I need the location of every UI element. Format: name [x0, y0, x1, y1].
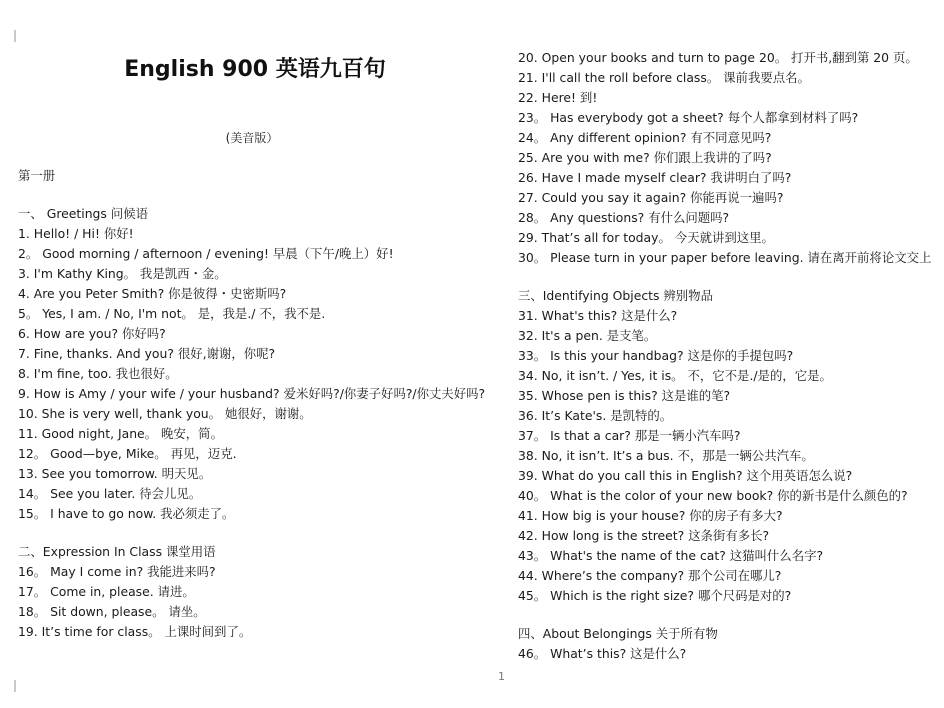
page-number: 1: [498, 670, 505, 683]
document-title: English 900 英语九百句: [124, 57, 386, 82]
sentence-18: 18。 Sit down, please。 请坐。: [18, 604, 206, 619]
sentence-4: 4. Are you Peter Smith? 你是彼得・史密斯吗?: [18, 286, 287, 301]
left-column: [18, 166, 490, 642]
sentence-21: 21. I'll call the roll before class。 课前我要点名。: [518, 70, 810, 85]
sentence-43: 43。 What's the name of the cat? 这猫叫什么名字?: [518, 548, 824, 563]
section-heading-about-belongings: 四、About Belongings 关于所有物: [518, 626, 718, 641]
sentence-23: 23。 Has everybody got a sheet? 每个人都拿到材料了吗?: [518, 110, 859, 125]
section-heading-identifying-objects: 三、Identifying Objects 辨别物品: [518, 288, 713, 303]
book-label: 第一册: [18, 168, 56, 183]
sentence-30: 30。 Please turn in your paper before leaving. 请在离开前将论文交上: [518, 250, 932, 265]
sentence-32: 32. It's a pen. 是支笔。: [518, 328, 657, 343]
sentence-5: 5。 Yes, I am. / No, I'm not。 是，我是./ 不，我不是.: [18, 306, 326, 321]
sentence-20: 20. Open your books and turn to page 20。 打开书,翻到第 20 页。: [518, 50, 918, 65]
sentence-17: 17。 Come in, please. 请进。: [18, 584, 195, 599]
sentence-12: 12。 Good—bye, Mike。 再见，迈克.: [18, 446, 237, 461]
corner-mark-top-left: [14, 30, 16, 42]
sentence-8: 8. I'm fine, too. 我也很好。: [18, 366, 178, 381]
sentence-44: 44. Where’s the company? 那个公司在哪儿?: [518, 568, 782, 583]
sentence-42: 42. How long is the street? 这条街有多长?: [518, 528, 770, 543]
sentence-29: 29. That’s all for today。 今天就讲到这里。: [518, 230, 774, 245]
sentence-40: 40。 What is the color of your new book? 你的新书是什么颜色的?: [518, 488, 908, 503]
sentence-7: 7. Fine, thanks. And you? 很好,谢谢，你呢?: [18, 346, 276, 361]
section-heading-expression-in-class: 二、Expression In Class 课堂用语: [18, 544, 216, 559]
section-heading-greetings: 一、 Greetings 问候语: [18, 206, 148, 221]
sentence-36: 36. It’s Kate's. 是凯特的。: [518, 408, 673, 423]
sentence-28: 28。 Any questions? 有什么问题吗?: [518, 210, 730, 225]
sentence-35: 35. Whose pen is this? 这是谁的笔?: [518, 388, 731, 403]
sentence-26: 26. Have I made myself clear? 我讲明白了吗?: [518, 170, 792, 185]
sentence-38: 38. No, it isn’t. It’s a bus. 不，那是一辆公共汽车。: [518, 448, 814, 463]
corner-mark-bottom-left: [14, 680, 16, 692]
sentence-16: 16。 May I come in? 我能进来吗?: [18, 564, 216, 579]
sentence-9: 9. How is Amy / your wife / your husband? 爱米好吗?/你妻子好吗?/你丈夫好吗?: [18, 386, 486, 401]
sentence-39: 39. What do you call this in English? 这个用英语怎么说?: [518, 468, 853, 483]
sentence-45: 45。 Which is the right size? 哪个尺码是对的?: [518, 588, 792, 603]
sentence-27: 27. Could you say it again? 你能再说一遍吗?: [518, 190, 784, 205]
sentence-6: 6. How are you? 你好吗?: [18, 326, 166, 341]
sentence-41: 41. How big is your house? 你的房子有多大?: [518, 508, 783, 523]
sentence-22: 22. Here! 到!: [518, 90, 598, 105]
sentence-14: 14。 See you later. 待会儿见。: [18, 486, 202, 501]
sentence-19: 19. It’s time for class。 上课时间到了。: [18, 624, 252, 639]
sentence-11: 11. Good night, Jane。 晚安，简。: [18, 426, 223, 441]
sentence-34: 34. No, it isn’t. / Yes, it is。 不，它不是./是的，它是。: [518, 368, 832, 383]
sentence-1: 1. Hello! / Hi! 你好!: [18, 226, 134, 241]
sentence-46: 46。 What’s this? 这是什么?: [518, 646, 687, 661]
right-column: [518, 48, 942, 664]
sentence-15: 15。 I have to go now. 我必须走了。: [18, 506, 235, 521]
sentence-37: 37。 Is that a car? 那是一辆小汽车吗?: [518, 428, 741, 443]
document-subtitle: (美音版）: [225, 131, 279, 145]
sentence-25: 25. Are you with me? 你们跟上我讲的了吗?: [518, 150, 772, 165]
sentence-33: 33。 Is this your handbag? 这是你的手提包吗?: [518, 348, 794, 363]
sentence-31: 31. What's this? 这是什么?: [518, 308, 678, 323]
sentence-10: 10. She is very well, thank you。 她很好，谢谢。: [18, 406, 312, 421]
sentence-24: 24。 Any different opinion? 有不同意见吗?: [518, 130, 772, 145]
sentence-13: 13. See you tomorrow. 明天见。: [18, 466, 212, 481]
sentence-3: 3. I'm Kathy King。 我是凯西・金。: [18, 266, 227, 281]
sentence-2: 2。 Good morning / afternoon / evening! 早晨（下午/晚上）好!: [18, 246, 394, 261]
